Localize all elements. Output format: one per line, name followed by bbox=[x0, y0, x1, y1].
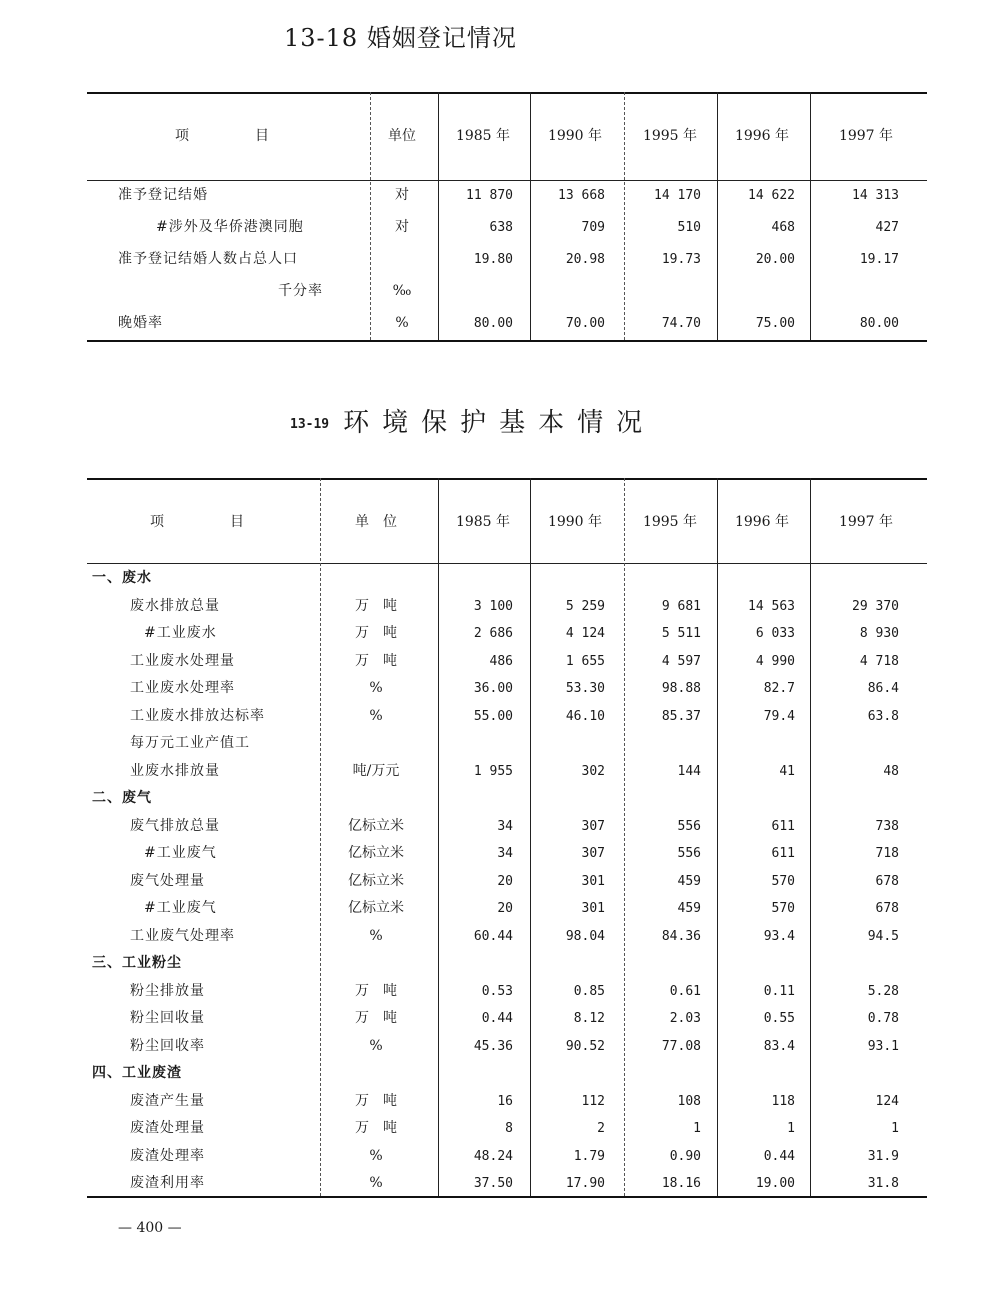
row-unit: 吨/万元 bbox=[352, 762, 400, 779]
table-cell: 611 bbox=[771, 818, 795, 834]
column-divider bbox=[810, 92, 811, 340]
column-divider bbox=[810, 478, 811, 1196]
page-number: — 400 — bbox=[118, 1220, 182, 1236]
table-cell: 1 bbox=[693, 1121, 701, 1136]
table-cell: 5.28 bbox=[867, 983, 899, 999]
table-cell: 459 bbox=[677, 873, 701, 889]
table-cell: 98.88 bbox=[661, 681, 701, 696]
table-cell: 60.44 bbox=[473, 928, 513, 944]
column-divider bbox=[320, 478, 321, 1196]
table-cell: 638 bbox=[489, 220, 513, 235]
table-cell: 41 bbox=[779, 763, 795, 779]
table-cell: 570 bbox=[771, 873, 795, 889]
table-cell: 55.00 bbox=[473, 708, 513, 724]
header-year: 1985 年 bbox=[455, 514, 511, 530]
row-unit: 亿标立米 bbox=[348, 845, 404, 861]
table1-title: 13-18 婚姻登记情况 bbox=[284, 24, 517, 52]
header-year: 1996 年 bbox=[734, 514, 790, 530]
table-cell: 8.12 bbox=[573, 1011, 605, 1026]
table-cell: 48.24 bbox=[473, 1148, 513, 1164]
row-label: #涉外及华侨港澳同胞 bbox=[156, 219, 304, 235]
table-cell: 427 bbox=[875, 220, 899, 235]
row-label: 粉尘排放量 bbox=[130, 982, 205, 999]
header-year: 1995 年 bbox=[642, 128, 698, 144]
table-cell: 74.70 bbox=[661, 316, 701, 331]
table-cell: 36.00 bbox=[473, 681, 513, 696]
table-cell: 90.52 bbox=[565, 1038, 605, 1054]
table-cell: 17.90 bbox=[565, 1176, 605, 1191]
table-cell: 486 bbox=[489, 653, 513, 669]
row-label: 三、工业粉尘 bbox=[92, 955, 182, 971]
row-label: 每万元工业产值工 bbox=[130, 735, 250, 751]
table-cell: 5 511 bbox=[661, 626, 701, 641]
header-year: 1990 年 bbox=[547, 128, 603, 144]
column-divider bbox=[530, 478, 531, 1196]
table-cell: 13 668 bbox=[558, 188, 605, 203]
table-cell: 31.9 bbox=[867, 1148, 899, 1164]
table-cell: 301 bbox=[581, 873, 605, 889]
header-year: 1997 年 bbox=[838, 128, 894, 144]
top-rule bbox=[87, 478, 927, 480]
table-cell: 14 170 bbox=[654, 188, 701, 203]
table-cell: 1 bbox=[891, 1121, 899, 1136]
table-cell: 0.44 bbox=[481, 1011, 513, 1026]
table-cell: 0.44 bbox=[763, 1148, 795, 1164]
row-unit: 亿标立米 bbox=[348, 817, 404, 834]
row-label: #工业废气 bbox=[144, 900, 217, 916]
table-cell: 93.4 bbox=[763, 928, 795, 944]
table-cell: 0.11 bbox=[763, 983, 795, 999]
row-unit: % bbox=[369, 1037, 383, 1054]
table-cell: 19.00 bbox=[755, 1176, 795, 1191]
table-cell: 14 313 bbox=[852, 188, 899, 203]
table-cell: 63.8 bbox=[867, 708, 899, 724]
row-label: 业废水排放量 bbox=[130, 762, 220, 779]
table-cell: 307 bbox=[581, 846, 605, 861]
table-cell: 20 bbox=[497, 901, 513, 916]
table-cell: 302 bbox=[581, 763, 605, 779]
row-label: 废气排放总量 bbox=[130, 817, 220, 834]
table-cell: 5 259 bbox=[565, 598, 605, 614]
table2-title-text: 环境保护基本情况 bbox=[343, 408, 656, 438]
table-cell: 4 124 bbox=[565, 626, 605, 641]
row-unit: 万 吨 bbox=[355, 982, 397, 999]
table-cell: 83.4 bbox=[763, 1038, 795, 1054]
table-cell: 4 718 bbox=[859, 653, 899, 669]
table-cell: 20.98 bbox=[565, 252, 605, 267]
row-label: 工业废气处理率 bbox=[130, 927, 235, 944]
row-label: 二、废气 bbox=[92, 790, 152, 806]
header-unit: 单位 bbox=[388, 128, 416, 144]
table-cell: 124 bbox=[875, 1093, 899, 1109]
row-unit: 万 吨 bbox=[355, 597, 397, 614]
table-cell: 556 bbox=[677, 818, 701, 834]
table-cell: 510 bbox=[677, 220, 701, 235]
table-cell: 1 955 bbox=[473, 763, 513, 779]
table-cell: 82.7 bbox=[763, 681, 795, 696]
table-cell: 34 bbox=[497, 846, 513, 861]
row-label: 一、废水 bbox=[92, 570, 152, 586]
table-cell: 48 bbox=[883, 763, 899, 779]
table-cell: 1 655 bbox=[565, 653, 605, 669]
table-cell: 301 bbox=[581, 901, 605, 916]
table-cell: 0.55 bbox=[763, 1011, 795, 1026]
table-cell: 3 100 bbox=[473, 598, 513, 614]
row-label: 废气处理量 bbox=[130, 872, 205, 889]
header-year: 1997 年 bbox=[838, 514, 894, 530]
row-label: 废渣利用率 bbox=[130, 1175, 205, 1191]
table-cell: 678 bbox=[875, 901, 899, 916]
table-cell: 85.37 bbox=[661, 708, 701, 724]
row-unit: % bbox=[369, 1175, 383, 1191]
table-cell: 6 033 bbox=[755, 626, 795, 641]
row-unit: % bbox=[395, 315, 409, 331]
table-cell: 11 870 bbox=[466, 188, 513, 203]
table-cell: 112 bbox=[581, 1093, 605, 1109]
row-unit: 亿标立米 bbox=[348, 872, 404, 889]
table-cell: 14 622 bbox=[748, 188, 795, 203]
table-cell: 45.36 bbox=[473, 1038, 513, 1054]
header-year: 1995 年 bbox=[642, 514, 698, 530]
header-item: 项 目 bbox=[150, 514, 250, 530]
table-cell: 93.1 bbox=[867, 1038, 899, 1054]
table-cell: 16 bbox=[497, 1093, 513, 1109]
header-year: 1985 年 bbox=[455, 128, 511, 144]
row-label: 四、工业废渣 bbox=[92, 1065, 182, 1081]
table-cell: 2.03 bbox=[669, 1011, 701, 1026]
table-cell: 678 bbox=[875, 873, 899, 889]
table-cell: 19.17 bbox=[859, 252, 899, 267]
column-divider bbox=[530, 92, 531, 340]
row-unit: 万 吨 bbox=[355, 652, 397, 669]
table-cell: 86.4 bbox=[867, 681, 899, 696]
table-cell: 19.73 bbox=[661, 252, 701, 267]
table-cell: 0.61 bbox=[669, 983, 701, 999]
row-label: 准予登记结婚 bbox=[118, 187, 208, 203]
top-rule bbox=[87, 92, 927, 94]
column-divider bbox=[717, 478, 718, 1196]
column-divider bbox=[717, 92, 718, 340]
table-cell: 70.00 bbox=[565, 316, 605, 331]
row-label: 废渣处理率 bbox=[130, 1147, 205, 1164]
table-cell: 0.53 bbox=[481, 983, 513, 999]
table-cell: 738 bbox=[875, 818, 899, 834]
table-cell: 75.00 bbox=[755, 316, 795, 331]
column-divider bbox=[438, 478, 439, 1196]
table-cell: 20 bbox=[497, 873, 513, 889]
table-cell: 4 990 bbox=[755, 653, 795, 669]
table-cell: 8 bbox=[505, 1121, 513, 1136]
table-cell: 14 563 bbox=[748, 598, 795, 614]
table-cell: 0.85 bbox=[573, 983, 605, 999]
table-cell: 556 bbox=[677, 846, 701, 861]
table-cell: 0.78 bbox=[867, 1011, 899, 1026]
table-cell: 1.79 bbox=[573, 1148, 605, 1164]
table-cell: 79.4 bbox=[763, 708, 795, 724]
table-cell: 108 bbox=[677, 1093, 701, 1109]
table-cell: 9 681 bbox=[661, 598, 701, 614]
table-cell: 2 bbox=[597, 1121, 605, 1136]
table-cell: 2 686 bbox=[473, 626, 513, 641]
row-label: 千分率 bbox=[278, 283, 323, 299]
header-year: 1990 年 bbox=[547, 514, 603, 530]
table-cell: 31.8 bbox=[867, 1176, 899, 1191]
row-unit: % bbox=[369, 680, 383, 696]
row-label: 废渣产生量 bbox=[130, 1092, 205, 1109]
table2-title bbox=[290, 402, 655, 439]
table-cell: 37.50 bbox=[473, 1176, 513, 1191]
row-unit: % bbox=[369, 927, 383, 944]
row-label: #工业废气 bbox=[144, 845, 217, 861]
row-label: 粉尘回收量 bbox=[130, 1010, 205, 1026]
row-label: #工业废水 bbox=[144, 625, 217, 641]
row-unit: 万 吨 bbox=[355, 625, 397, 641]
row-unit: ‰ bbox=[392, 283, 412, 299]
table-cell: 611 bbox=[771, 846, 795, 861]
row-unit: 万 吨 bbox=[355, 1010, 397, 1026]
row-label: 工业废水处理量 bbox=[130, 652, 235, 669]
header-year: 1996 年 bbox=[734, 128, 790, 144]
table-cell: 4 597 bbox=[661, 653, 701, 669]
header-rule bbox=[87, 563, 927, 564]
row-label: 粉尘回收率 bbox=[130, 1037, 205, 1054]
row-unit: % bbox=[369, 707, 383, 724]
table-cell: 718 bbox=[875, 846, 899, 861]
bottom-rule bbox=[87, 340, 927, 342]
table-cell: 459 bbox=[677, 901, 701, 916]
table-cell: 570 bbox=[771, 901, 795, 916]
table-cell: 20.00 bbox=[755, 252, 795, 267]
table-cell: 709 bbox=[581, 220, 605, 235]
table-cell: 80.00 bbox=[473, 316, 513, 331]
table-cell: 77.08 bbox=[661, 1038, 701, 1054]
table-cell: 144 bbox=[677, 763, 701, 779]
row-label: 废渣处理量 bbox=[130, 1120, 205, 1136]
row-unit: 对 bbox=[395, 219, 409, 235]
row-label: 工业废水排放达标率 bbox=[130, 707, 265, 724]
column-divider bbox=[624, 92, 625, 340]
row-label: 工业废水处理率 bbox=[130, 680, 235, 696]
row-unit: 万 吨 bbox=[355, 1092, 397, 1109]
table-cell: 0.90 bbox=[669, 1148, 701, 1164]
row-label: 晚婚率 bbox=[118, 315, 163, 331]
header-rule bbox=[87, 180, 927, 181]
table-cell: 80.00 bbox=[859, 316, 899, 331]
table-cell: 19.80 bbox=[473, 252, 513, 267]
bottom-rule bbox=[87, 1196, 927, 1198]
table-cell: 53.30 bbox=[565, 681, 605, 696]
header-unit: 单 位 bbox=[355, 514, 397, 530]
table-cell: 118 bbox=[771, 1093, 795, 1109]
table-cell: 98.04 bbox=[565, 928, 605, 944]
header-item: 项 目 bbox=[175, 128, 275, 144]
table-cell: 1 bbox=[787, 1121, 795, 1136]
row-unit: 万 吨 bbox=[355, 1120, 397, 1136]
table-cell: 46.10 bbox=[565, 708, 605, 724]
table-cell: 18.16 bbox=[661, 1176, 701, 1191]
table-cell: 307 bbox=[581, 818, 605, 834]
table-cell: 34 bbox=[497, 818, 513, 834]
column-divider bbox=[624, 478, 625, 1196]
table-cell: 94.5 bbox=[867, 928, 899, 944]
row-unit: 亿标立米 bbox=[348, 900, 404, 916]
table-cell: 84.36 bbox=[661, 928, 701, 944]
row-unit: % bbox=[369, 1147, 383, 1164]
table-cell: 8 930 bbox=[859, 626, 899, 641]
row-label: 准予登记结婚人数占总人口 bbox=[118, 251, 298, 267]
table-cell: 468 bbox=[771, 220, 795, 235]
row-label: 废水排放总量 bbox=[130, 597, 220, 614]
table-cell: 29 370 bbox=[852, 598, 899, 614]
table2-title-number: 13-19 bbox=[290, 417, 330, 432]
row-unit: 对 bbox=[395, 187, 409, 203]
